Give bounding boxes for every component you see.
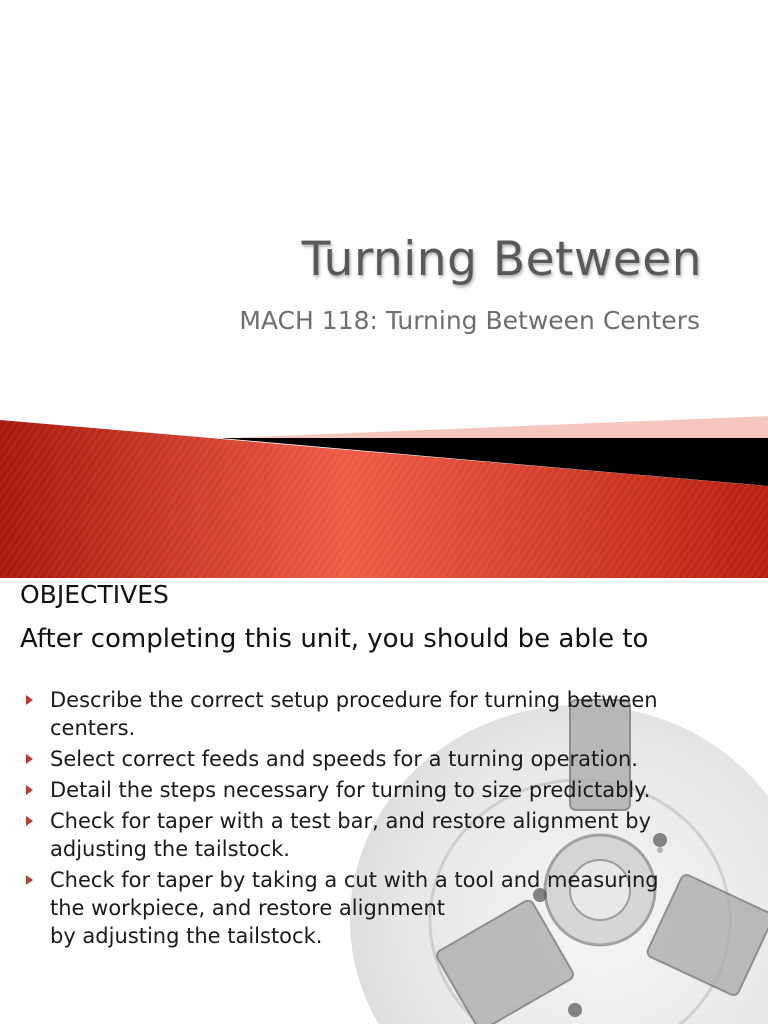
triangle-right-icon bbox=[26, 754, 33, 764]
triangle-right-icon bbox=[26, 816, 33, 826]
decorative-band bbox=[0, 410, 768, 578]
list-item: Describe the correct setup procedure for turning between centers. bbox=[26, 686, 746, 742]
triangle-right-icon bbox=[26, 785, 33, 795]
triangle-right-icon bbox=[26, 875, 33, 885]
list-item: Check for taper by taking a cut with a tool and measuring the workpiece, and restore alignment by adjusting the tailstock. bbox=[26, 866, 746, 950]
list-item: Check for taper with a test bar, and restore alignment by adjusting the tailstock. bbox=[26, 807, 746, 863]
objectives-intro: After completing this unit, you should be able to bbox=[20, 624, 649, 654]
objectives-heading: OBJECTIVES bbox=[20, 580, 169, 609]
list-item: Detail the steps necessary for turning to size predictably. bbox=[26, 776, 746, 804]
list-item: Select correct feeds and speeds for a turning operation. bbox=[26, 745, 746, 773]
triangle-right-icon bbox=[26, 695, 33, 705]
slide-title: Turning Between bbox=[301, 232, 702, 287]
objectives-list bbox=[26, 686, 746, 953]
slide-subtitle: MACH 118: Turning Between Centers bbox=[239, 306, 700, 335]
